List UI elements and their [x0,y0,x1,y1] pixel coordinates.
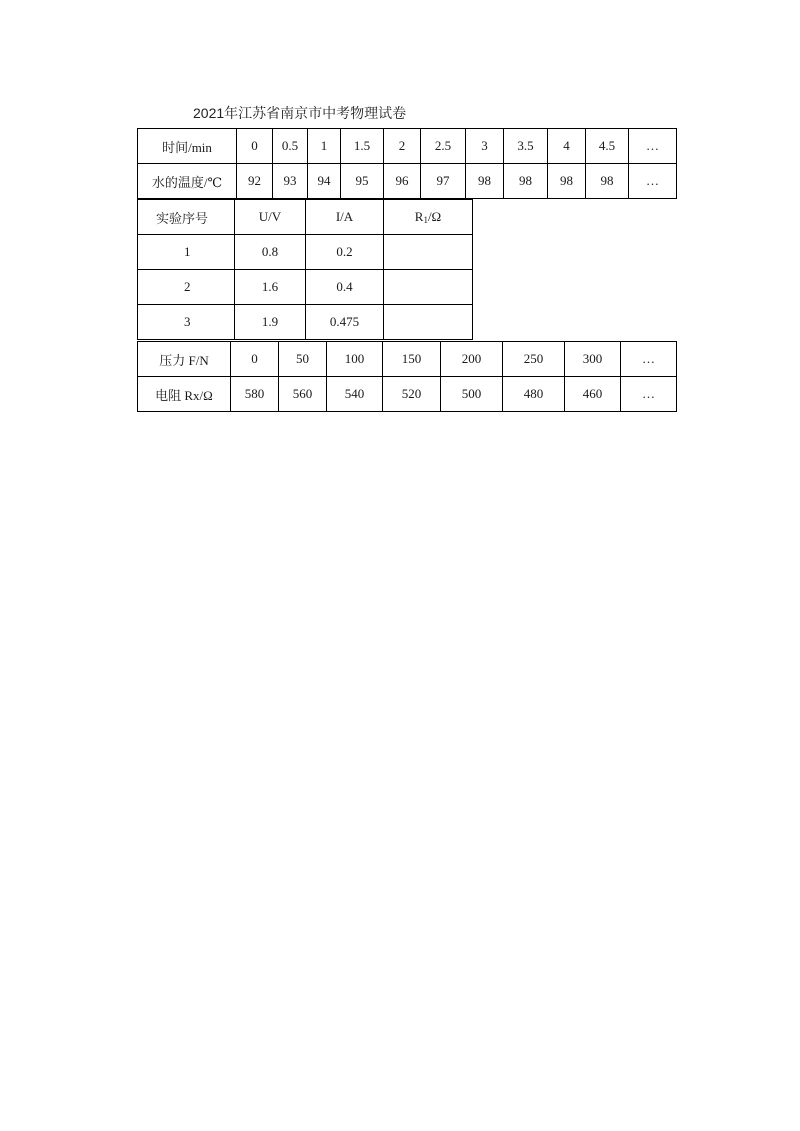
table-cell: 0.4 [306,270,384,305]
row-header: 电阻 Rx/Ω [138,377,231,412]
table-cell: 520 [383,377,441,412]
table-cell: 98 [466,164,504,199]
table-cell: 500 [441,377,503,412]
column-header [384,200,473,235]
table-cell [384,270,473,305]
table-cell: 98 [586,164,629,199]
row-header: 压力 F/N [138,342,231,377]
table-cell: 2.5 [421,129,466,164]
table-cell: 0 [231,342,279,377]
table-row [138,129,677,164]
table-cell: 580 [231,377,279,412]
table-cell: 1.6 [235,270,306,305]
table-cell: 560 [279,377,327,412]
table-cell: 0.5 [273,129,308,164]
table-row [138,377,677,412]
table-row [138,305,473,340]
table-cell: 0.8 [235,235,306,270]
table-cell: 96 [384,164,421,199]
table-cell: 150 [383,342,441,377]
table-cell: 4.5 [586,129,629,164]
page-title: 2021年江苏省南京市中考物理试卷 [193,105,407,121]
table-cell: 92 [237,164,273,199]
table-cell: … [629,164,677,199]
table-cell: 3 [466,129,504,164]
table-cell: 3.5 [504,129,548,164]
table-cell: … [621,377,677,412]
table-cell: 100 [327,342,383,377]
table-cell: 1 [138,235,235,270]
temperature-table [137,128,677,199]
table-cell: 250 [503,342,565,377]
table-cell: 480 [503,377,565,412]
table-cell: 3 [138,305,235,340]
row-header: 水的温度/℃ [138,164,237,199]
table-cell: 98 [548,164,586,199]
resistance-unit: /Ω [427,209,442,224]
table-cell: 50 [279,342,327,377]
table-cell: 460 [565,377,621,412]
pressure-resistance-table [137,341,677,412]
resistance-subscript: 1 [423,215,428,225]
column-header: I/A [306,200,384,235]
table-cell: 300 [565,342,621,377]
table-cell: 1.5 [341,129,384,164]
table-cell: 540 [327,377,383,412]
table-cell: 95 [341,164,384,199]
table-cell: … [629,129,677,164]
resistance-symbol: R [414,209,424,224]
table-cell: 2 [138,270,235,305]
table-cell: 200 [441,342,503,377]
table-row [138,164,677,199]
table-cell: 1 [308,129,341,164]
column-header: 实验序号 [138,200,235,235]
column-header: U/V [235,200,306,235]
table-cell: 94 [308,164,341,199]
table-cell: 0.2 [306,235,384,270]
table-cell [384,305,473,340]
table-cell: 98 [504,164,548,199]
table-cell: 2 [384,129,421,164]
table-cell [384,235,473,270]
row-header: 时间/min [138,129,237,164]
resistance-measurement-table [137,199,473,340]
table-cell: 0 [237,129,273,164]
table-header-row [138,200,473,235]
table-row [138,342,677,377]
table-cell: 1.9 [235,305,306,340]
table-row [138,270,473,305]
table-row [138,235,473,270]
table-cell: … [621,342,677,377]
table-cell: 93 [273,164,308,199]
table-cell: 4 [548,129,586,164]
table-cell: 0.475 [306,305,384,340]
table-cell: 97 [421,164,466,199]
